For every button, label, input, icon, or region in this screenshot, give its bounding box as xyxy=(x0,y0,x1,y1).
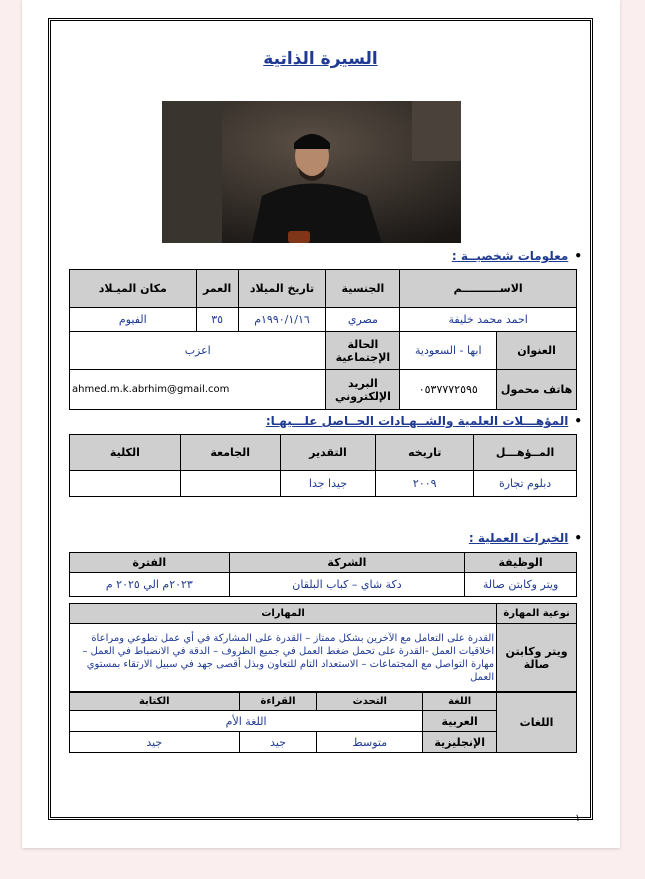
age-value: ٣٥ xyxy=(196,308,238,332)
profile-photo-image xyxy=(162,101,461,243)
email-label: البريد الإلكتروني xyxy=(326,370,400,410)
name-value: احمد محمد خليفة xyxy=(400,308,577,332)
education-cell: ٢٠٠٩ xyxy=(376,471,474,497)
dob-value: ١٩٩٠/١/١٦م xyxy=(238,308,326,332)
section-heading-education-text: المؤهـــلات العلمية والشــهـادات الحــاصل علـــيهـا: xyxy=(265,414,569,428)
skills-table xyxy=(69,603,577,692)
languages-header: التحدث xyxy=(317,693,423,711)
language-arabic: العربية xyxy=(423,711,497,732)
marital-value: اعزب xyxy=(70,332,326,370)
address-value: ابها - السعودية xyxy=(400,332,497,370)
email-value: ahmed.m.k.abrhim@gmail.com xyxy=(70,370,326,410)
language-english-speaking: متوسط xyxy=(317,732,423,753)
pob-label: مكان الميـلاد xyxy=(70,270,197,308)
language-english-reading: جيد xyxy=(239,732,317,753)
languages-header: الكتابة xyxy=(70,693,240,711)
experience-cell: ويتر وكابتن صالة xyxy=(465,573,577,597)
language-arabic-level: اللغة الأم xyxy=(70,711,423,732)
education-header: الجامعة xyxy=(180,435,280,471)
nationality-label: الجنسية xyxy=(326,270,400,308)
education-header: تاريخه xyxy=(376,435,474,471)
pob-value: الفيوم xyxy=(70,308,197,332)
education-cell xyxy=(180,471,280,497)
education-cell xyxy=(70,471,181,497)
section-heading-education: •المؤهـــلات العلمية والشــهـادات الحــاصل علـــيهـا: xyxy=(265,414,582,428)
languages-header: اللغة xyxy=(423,693,497,711)
education-table xyxy=(69,434,577,497)
age-label: العمر xyxy=(196,270,238,308)
education-header: التقدير xyxy=(280,435,376,471)
marital-label: الحالة الإجتماعية xyxy=(326,332,400,370)
document-title: السيرة الذاتية xyxy=(263,49,378,69)
section-heading-personal-text: معلومات شخصيــة : xyxy=(451,249,569,263)
education-header: المــؤهـــل xyxy=(474,435,577,471)
experience-table xyxy=(69,552,577,597)
document-page xyxy=(22,0,620,848)
phone-value: ٠٥٣٧٧٧٢٥٩٥ xyxy=(400,370,497,410)
experience-header: الوظيفة xyxy=(465,553,577,573)
nationality-value: مصري xyxy=(326,308,400,332)
phone-label: هاتف محمول xyxy=(497,370,577,410)
profile-photo xyxy=(162,101,461,243)
page-border xyxy=(48,18,593,824)
skills-label: المهارات xyxy=(70,604,497,624)
languages-table xyxy=(69,692,577,753)
section-heading-experience: •الخبرات العملية : xyxy=(468,531,582,545)
education-cell: دبلوم تجارة xyxy=(474,471,577,497)
personal-info-table xyxy=(69,269,577,410)
languages-header: القراءة xyxy=(239,693,317,711)
experience-cell: دكة شاي – كباب البلقان xyxy=(229,573,464,597)
skills-role: ويتر وكابتن صالة xyxy=(497,624,577,692)
experience-cell: ٢٠٢٣م الي ٢٠٢٥ م xyxy=(70,573,230,597)
experience-header: الفترة xyxy=(70,553,230,573)
education-cell: جيدا جدا xyxy=(280,471,376,497)
page-number: ١ xyxy=(575,813,581,824)
address-label: العنوان xyxy=(497,332,577,370)
language-english-writing: جيد xyxy=(70,732,240,753)
name-label: الاســــــــــم xyxy=(400,270,577,308)
dob-label: تاريخ الميلاد xyxy=(238,270,326,308)
education-header: الكلية xyxy=(70,435,181,471)
skills-type-label: نوعية المهارة xyxy=(497,604,577,624)
experience-header: الشركة xyxy=(229,553,464,573)
section-heading-experience-text: الخبرات العملية : xyxy=(468,531,569,545)
section-heading-personal: •معلومات شخصيــة : xyxy=(451,249,582,263)
languages-label: اللغات xyxy=(497,693,577,753)
skills-text: القدرة على التعامل مع الآخرين بشكل ممتاز – القدرة على المشاركة في أي عمل تطوعي ومراعاة اخلاقيات العمل -القدرة على تحمل ضغط العمل في جميع الظروف – الدقة في الانضباط في العمل – مهارة التواصل مع المجتماعات – الاستعداد التام للتعاون وبذل أقصى جهد في سبيل الارتقاء بمستوي العمل xyxy=(70,624,497,692)
language-english: الإنجليزية xyxy=(423,732,497,753)
